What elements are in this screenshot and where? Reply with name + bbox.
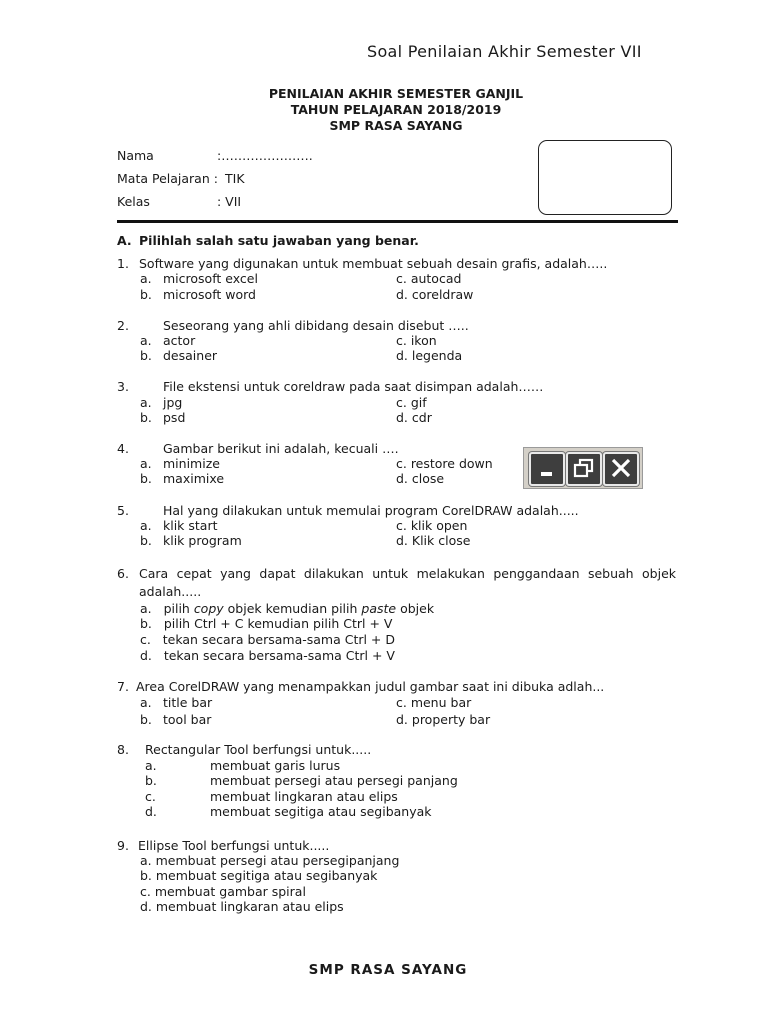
option-c: c. restore down bbox=[396, 456, 493, 471]
option-c: c. menu bar bbox=[396, 695, 472, 710]
option-d: d. legenda bbox=[396, 348, 463, 363]
option-letter: c. bbox=[145, 789, 156, 804]
option-d: d. Klik close bbox=[396, 533, 471, 548]
question-number: 3. bbox=[117, 379, 129, 394]
restore-icon bbox=[566, 452, 602, 486]
question-number: 1. bbox=[117, 256, 129, 271]
info-label-nama: Nama bbox=[117, 148, 154, 163]
question-text: Cara cepat yang dapat dilakukan untuk melakukan penggandaan sebuah objek bbox=[139, 566, 676, 581]
close-icon bbox=[603, 452, 639, 486]
question-text: Software yang digunakan untuk membuat sebuah desain grafis, adalah….. bbox=[139, 256, 608, 271]
option-c: membuat lingkaran atau elips bbox=[210, 789, 398, 804]
option-letter: b. bbox=[140, 348, 152, 363]
option-a: klik start bbox=[163, 518, 218, 533]
option-c: c. ikon bbox=[396, 333, 437, 348]
page-footer-school: SMP RASA SAYANG bbox=[308, 962, 468, 978]
option-letter: b. bbox=[140, 471, 152, 486]
info-label-kelas: Kelas bbox=[117, 194, 150, 209]
option-b: desainer bbox=[163, 348, 218, 363]
info-value-nama: :…………………. bbox=[217, 148, 313, 163]
option-letter: a. bbox=[140, 395, 152, 410]
question-number: 5. bbox=[117, 503, 129, 518]
option-b: tool bar bbox=[163, 712, 212, 727]
exam-title-line1: PENILAIAN AKHIR SEMESTER GANJIL bbox=[268, 86, 524, 101]
option-a: actor bbox=[163, 333, 196, 348]
minimize-icon bbox=[529, 452, 565, 486]
option-letter: a. bbox=[145, 758, 157, 773]
option-letter: b. bbox=[145, 773, 157, 788]
option-letter: b. bbox=[140, 533, 152, 548]
option-d: d. close bbox=[396, 471, 445, 486]
info-label-mapel: Mata Pelajaran : bbox=[117, 171, 218, 186]
option-b: maximixe bbox=[163, 471, 225, 486]
option-a: title bar bbox=[163, 695, 213, 710]
info-value-kelas: : VII bbox=[217, 194, 242, 209]
question-text: File ekstensi untuk coreldraw pada saat disimpan adalah…… bbox=[163, 379, 544, 394]
option-a: jpg bbox=[163, 395, 183, 410]
option-b: membuat persegi atau persegi panjang bbox=[210, 773, 458, 788]
option-letter: a. bbox=[140, 333, 152, 348]
question-number: 4. bbox=[117, 441, 129, 456]
window-controls-image bbox=[523, 447, 643, 489]
option-a: membuat garis lurus bbox=[210, 758, 341, 773]
option-a: minimize bbox=[163, 456, 220, 471]
option-b: psd bbox=[163, 410, 186, 425]
question-number: 6. bbox=[117, 566, 129, 581]
question-number: 7. bbox=[117, 679, 129, 694]
option-b: klik program bbox=[163, 533, 242, 548]
option-c: c. autocad bbox=[396, 271, 462, 286]
option-letter: b. bbox=[140, 410, 152, 425]
option-a: microsoft excel bbox=[163, 271, 258, 286]
option-letter: a. bbox=[140, 695, 152, 710]
question-text-cont: adalah..... bbox=[139, 584, 202, 599]
option-a: a. membuat persegi atau persegipanjang bbox=[140, 853, 400, 868]
question-number: 2. bbox=[117, 318, 129, 333]
header-divider bbox=[117, 220, 678, 223]
exam-title-school: SMP RASA SAYANG bbox=[329, 118, 463, 133]
option-a: a. pilih copy objek kemudian pilih paste objek bbox=[140, 601, 435, 616]
question-number: 9. bbox=[117, 838, 129, 853]
question-number: 8. bbox=[117, 742, 129, 757]
option-d: d. coreldraw bbox=[396, 287, 474, 302]
page-header-title: Soal Penilaian Akhir Semester VII bbox=[367, 42, 642, 61]
question-text: Hal yang dilakukan untuk memulai program CorelDRAW adalah..... bbox=[163, 503, 579, 518]
option-d: d. cdr bbox=[396, 410, 432, 425]
option-d: d. property bar bbox=[396, 712, 491, 727]
question-text: Gambar berikut ini adalah, kecuali …. bbox=[163, 441, 399, 456]
option-b: microsoft word bbox=[163, 287, 256, 302]
option-letter: b. bbox=[140, 287, 152, 302]
option-c: c. tekan secara bersama-sama Ctrl + D bbox=[140, 632, 396, 647]
info-value-mapel: TIK bbox=[225, 171, 245, 186]
exam-title-line2: TAHUN PELAJARAN 2018/2019 bbox=[290, 102, 502, 117]
question-text: Area CorelDRAW yang menampakkan judul gambar saat ini dibuka adlah... bbox=[136, 679, 605, 694]
score-box bbox=[538, 140, 672, 215]
option-b: b. membuat segitiga atau segibanyak bbox=[140, 868, 378, 883]
option-d: d. membuat lingkaran atau elips bbox=[140, 899, 344, 914]
option-d: membuat segitiga atau segibanyak bbox=[210, 804, 432, 819]
option-letter: a. bbox=[140, 456, 152, 471]
question-text: Rectangular Tool berfungsi untuk..... bbox=[145, 742, 372, 757]
option-c: c. gif bbox=[396, 395, 427, 410]
option-b: b. pilih Ctrl + C kemudian pilih Ctrl + V bbox=[140, 616, 393, 631]
question-text: Seseorang yang ahli dibidang desain disebut ….. bbox=[163, 318, 469, 333]
option-letter: a. bbox=[140, 518, 152, 533]
question-text: Ellipse Tool berfungsi untuk..... bbox=[138, 838, 330, 853]
section-letter: A. bbox=[117, 233, 132, 248]
option-letter: a. bbox=[140, 271, 152, 286]
option-letter: d. bbox=[145, 804, 157, 819]
section-title: Pilihlah salah satu jawaban yang benar. bbox=[139, 233, 419, 248]
option-c: c. membuat gambar spiral bbox=[140, 884, 306, 899]
option-c: c. klik open bbox=[396, 518, 468, 533]
option-d: d. tekan secara bersama-sama Ctrl + V bbox=[140, 648, 395, 663]
option-letter: b. bbox=[140, 712, 152, 727]
